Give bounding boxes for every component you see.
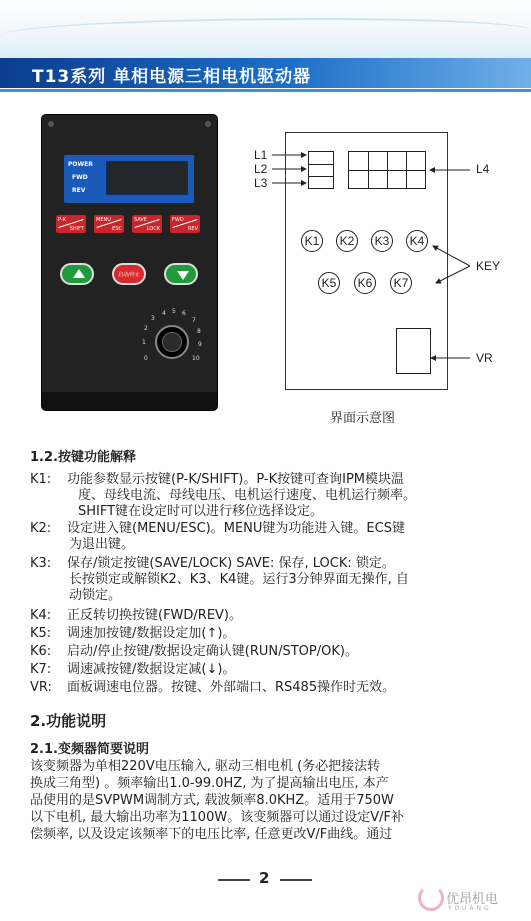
label-key: KEY	[476, 259, 501, 273]
fwd-indicator-label: FWD	[72, 174, 88, 181]
section-heading-2: 2.功能说明	[30, 712, 107, 730]
dial-number: 10	[192, 355, 200, 362]
section-heading-1-2: 1.2.按键功能解释	[30, 450, 136, 465]
key-k2: K2	[336, 230, 358, 252]
k1-label: K1:	[30, 472, 52, 487]
label-l1: L1	[254, 148, 268, 162]
brand-logo-icon	[418, 885, 444, 911]
key-pk-shift: P-K SHIFT	[58, 217, 84, 232]
k6-label: K6:	[30, 644, 52, 659]
key-menu-esc: MENU ESC	[96, 217, 122, 232]
k6-description: 启动/停止按键/数据设定确认键(RUN/STOP/OK)。	[67, 644, 358, 659]
key-save-lock: SAVE LOCK	[134, 217, 160, 232]
key-k3: K3	[371, 230, 393, 252]
dial-number: 3	[151, 315, 155, 322]
k1-description: 功能参数显示按键(P-K/SHIFT)。P-K按键可查询IPM模块温 度、母线电流、母线电压、电机运行速度、电机运行频率。 SHIFT键在设定时可以进行移位选择设定。	[67, 472, 417, 519]
k5-description: 调速加按键/数据设定加(↑)。	[67, 626, 236, 641]
run-stop-button-image: 启动/停止	[112, 263, 146, 285]
key-k6: K6	[354, 272, 376, 294]
vr-description: 面板调速电位器。按键、外部端口、RS485操作时无效。	[67, 680, 396, 695]
dial-number: 4	[162, 310, 166, 317]
section-heading-2-1: 2.1.变频器简要说明	[30, 742, 149, 757]
power-indicator-label: POWER	[68, 161, 93, 168]
vr-label: VR:	[30, 680, 52, 695]
dial-number: 5	[172, 308, 176, 315]
label-l2: L2	[254, 162, 268, 176]
key-k4: K4	[406, 230, 428, 252]
schematic-caption: 界面示意图	[330, 411, 396, 426]
dial-number: 9	[198, 341, 202, 348]
k4-description: 正反转切换按键(FWD/REV)。	[67, 608, 243, 623]
k2-description: 设定进入键(MENU/ESC)。MENU键为功能进入键。ECS键 为退出键。	[67, 521, 405, 552]
label-vr: VR	[476, 351, 493, 365]
brand-name: 优昂机电	[446, 892, 499, 907]
dial-number: 0	[144, 355, 148, 362]
dial-number: 2	[144, 325, 148, 332]
k7-label: K7:	[30, 662, 52, 677]
k3-description: 保存/锁定按键(SAVE/LOCK) SAVE: 保存, LOCK: 锁定。 长按锁定或解锁K2、K3、K4键。运行3分钟界面无操作, 自 动锁定。	[67, 556, 409, 603]
key-k1: K1	[301, 230, 323, 252]
dial-number: 8	[197, 328, 201, 335]
rev-indicator-label: REV	[72, 187, 86, 194]
footer-dash-left	[218, 879, 250, 881]
dial-number: 7	[192, 317, 196, 324]
dial-number: 6	[182, 310, 186, 317]
dial-number: 1	[142, 339, 146, 346]
brand-sub: YOUANG	[448, 905, 492, 912]
k3-label: K3:	[30, 556, 52, 571]
key-k7: K7	[390, 272, 412, 294]
label-l4: L4	[476, 162, 490, 176]
key-k5: K5	[318, 272, 340, 294]
footer-dash-right	[280, 879, 312, 881]
page-number: 2	[259, 869, 270, 887]
page-title: T13系列 单相电源三相电机驱动器	[32, 67, 312, 87]
section-2-1-paragraph: 该变频器为单相220V电压输入, 驱动三相电机 (务必把接法转 换成三角型) 。频率输出1.0-99.0HZ, 为了提高输出电压, 本产 品使用的是SVPWM调制方式, 载波频率8.0KHZ。适用于750W 以下电机, 最大输出功率为1100W。该变频器可以通过设定V/F补 偿频率, 以及设定该频率下的电压比率, 任意更改V/F曲线。通过	[30, 759, 404, 842]
label-l3: L3	[254, 176, 268, 190]
k5-label: K5:	[30, 626, 52, 641]
k4-label: K4:	[30, 608, 52, 623]
k7-description: 调速减按键/数据设定减(↓)。	[67, 662, 236, 677]
k2-label: K2:	[30, 521, 52, 536]
key-fwd-rev: FWD REV	[172, 217, 198, 232]
